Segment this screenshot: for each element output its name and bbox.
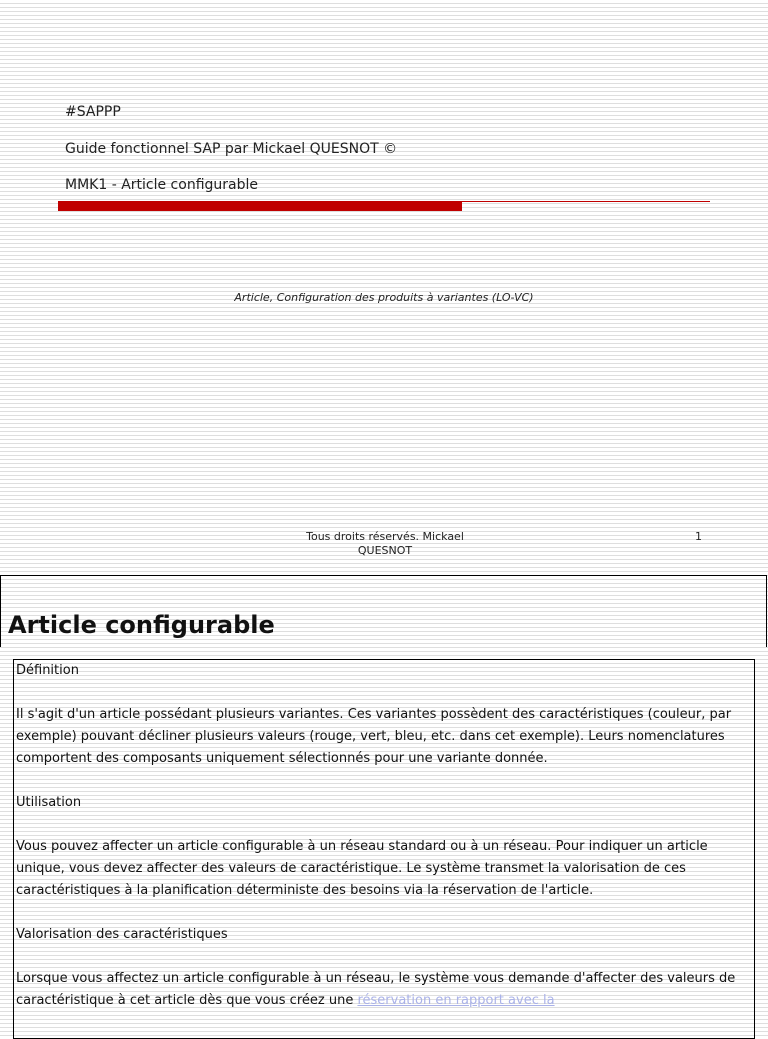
heading-definition: Définition bbox=[16, 663, 79, 678]
accent-line bbox=[462, 201, 710, 202]
section-title: Article configurable bbox=[8, 611, 275, 639]
guide-title: Guide fonctionnel SAP par Mickael QUESNOT © bbox=[65, 141, 398, 157]
paragraph-valorisation bbox=[16, 968, 752, 1012]
hashtag: #SAPPP bbox=[65, 104, 121, 120]
slide-subtitle: Article, Configuration des produits à variantes (LO-VC) bbox=[234, 291, 534, 304]
paragraph-utilisation: Vous pouvez affecter un article configurable à un réseau standard ou à un réseau. Pour indiquer un article unique, vous devez affecter des valeurs de caractéristique. Le système transmet la valorisation de ces caractéristiques à la planification déterministe des besoins via la réservation de l'article. bbox=[16, 839, 708, 898]
text-box bbox=[13, 659, 755, 1039]
paragraph-valorisation-text: Lorsque vous affectez un article configurable à un réseau, le système vous demande d'affecter des valeurs de caractéristique à cet article dès que vous créez une bbox=[16, 971, 736, 1008]
page-number: 1 bbox=[695, 530, 702, 543]
heading-utilisation: Utilisation bbox=[16, 795, 82, 810]
paragraph-definition: Il s'agit d'un article possédant plusieurs variantes. Ces variantes possèdent des caractéristiques (couleur, par exemple) pouvant décliner plusieurs valeurs (rouge, vert, bleu, etc. dans cet exemple). Leurs nomenclatures comportent des composants uniquement sélectionnés pour une variante donnée. bbox=[16, 707, 732, 766]
accent-bar bbox=[58, 201, 462, 211]
heading-valorisation: Valorisation des caractéristiques bbox=[16, 927, 228, 942]
content-slide bbox=[0, 575, 768, 1024]
slide-title: MMK1 - Article configurable bbox=[65, 177, 258, 193]
body-text bbox=[16, 660, 752, 1012]
reservation-link[interactable]: réservation en rapport avec la bbox=[357, 993, 555, 1008]
footer-copyright: Tous droits réservés. Mickael QUESNOT bbox=[306, 530, 464, 557]
